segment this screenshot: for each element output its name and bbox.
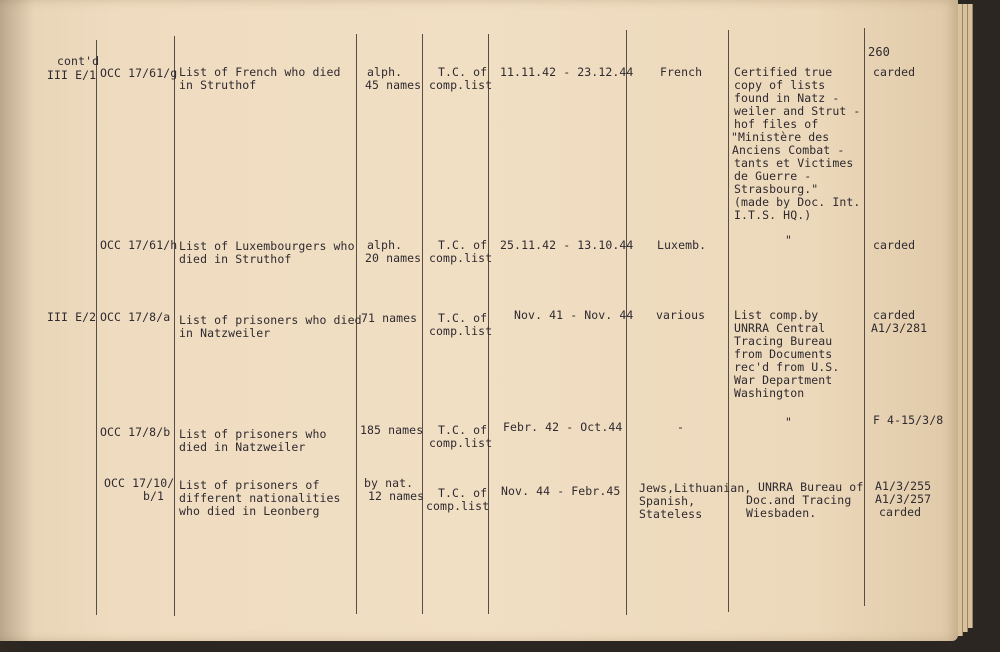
source-line: Certified true [734,65,833,79]
extent-line: 20 names [365,251,422,265]
status: A1/3/255 [875,479,932,493]
date-range: 25.11.42 - 13.10.44 [500,238,634,252]
title-line: in Natzweiler [179,326,271,340]
source-line: "Ministère des [731,130,830,144]
extent-line: 71 names [361,311,418,325]
nationality: Spanish, [639,494,696,508]
title-line: different nationalities [179,491,341,505]
form-line: comp.list [429,436,493,450]
form-line: comp.list [429,251,493,265]
source-line: Anciens Combat - [732,143,845,157]
source-line: copy of lists [734,78,826,92]
column-rule [728,30,729,612]
title-line: died in Natzweiler [179,440,306,454]
source-line: hof files of [734,117,819,131]
nationality: Jews,Lithuanian, [639,481,752,495]
title-line: List of prisoners who died [179,313,362,327]
extent-line: 12 names [368,489,425,503]
source-line: weiler and Strut - [734,104,861,118]
extent-line: alph. [367,238,403,252]
status: carded [873,65,916,79]
form-line: T.C. of [438,423,488,437]
source-line: War Department [734,373,833,387]
extent-line: 185 names [360,423,424,437]
binding-shadow [0,0,34,652]
source-line: found in Natz - [734,91,840,105]
date-range: Febr. 42 - Oct.44 [503,420,623,434]
title-line: died in Struthof [179,252,292,266]
status: carded [873,238,916,252]
column-rule [626,30,627,615]
status: carded [873,308,916,322]
title-line: who died in Leonberg [179,504,320,518]
form-line: T.C. of [438,65,488,79]
section-code: III E/1 [47,68,97,82]
extent-line: alph. [367,65,403,79]
contd-label: cont'd [57,54,100,68]
source-line: from Documents [734,347,833,361]
title-line: List of Luxembourgers who [179,239,355,253]
date-range: Nov. 41 - Nov. 44 [514,308,634,322]
section-code: III E/2 [47,310,97,324]
ditto-mark: " [785,233,793,247]
title-line: List of prisoners of [179,478,320,492]
reference-number: b/1 [143,489,165,503]
title-line: List of prisoners who [179,427,327,441]
source-line: Doc.and Tracing [746,493,852,507]
nationality: Luxemb. [657,238,707,252]
form-line: comp.list [429,324,493,338]
date-range: Nov. 44 - Febr.45 [501,484,621,498]
page-edge [968,4,973,628]
nationality: Stateless [639,507,703,521]
reference-number: OCC 17/8/a [100,310,171,324]
title-line: List of French who died [179,65,341,79]
source-line: Tracing Bureau [734,334,833,348]
ditto-mark: " [785,415,793,429]
status: A1/3/257 [875,492,932,506]
title-line: in Struthof [179,78,257,92]
form-line: T.C. of [438,486,488,500]
date-range: 11.11.42 - 23.12.44 [500,65,634,79]
column-rule [864,28,865,606]
nationality: French [660,65,703,79]
nationality: - [677,420,685,434]
page-number: 260 [868,45,890,59]
source-line: I.T.S. HQ.) [734,208,812,222]
reference-number: OCC 17/10/ [104,476,175,490]
extent-line: 45 names [365,78,422,92]
column-rule [174,36,175,616]
nationality: various [656,308,706,322]
reference-number: OCC 17/8/b [100,425,171,439]
column-rule [422,34,423,614]
reference-number: OCC 17/61/g [100,66,178,80]
form-line: comp.list [429,78,493,92]
source-line: UNRRA Central [734,321,826,335]
source-line: UNRRA Bureau of [758,480,864,494]
form-line: T.C. of [438,238,488,252]
source-line: (made by Doc. Int. [734,195,861,209]
extent-line: by nat. [364,476,414,490]
status: A1/3/281 [871,321,928,335]
form-line: T.C. of [438,311,488,325]
form-line: comp.list [426,499,490,513]
source-line: Strasbourg." [734,182,819,196]
column-rule [96,40,97,615]
reference-number: OCC 17/61/h [100,238,178,252]
source-line: Wiesbaden. [746,506,817,520]
source-line: rec'd from U.S. [734,360,840,374]
status: F 4-15/3/8 [873,413,944,427]
source-line: List comp.by [734,308,819,322]
source-line: de Guerre - [734,169,812,183]
source-line: Washington [734,386,805,400]
status: carded [879,505,922,519]
source-line: tants et Victimes [734,156,854,170]
